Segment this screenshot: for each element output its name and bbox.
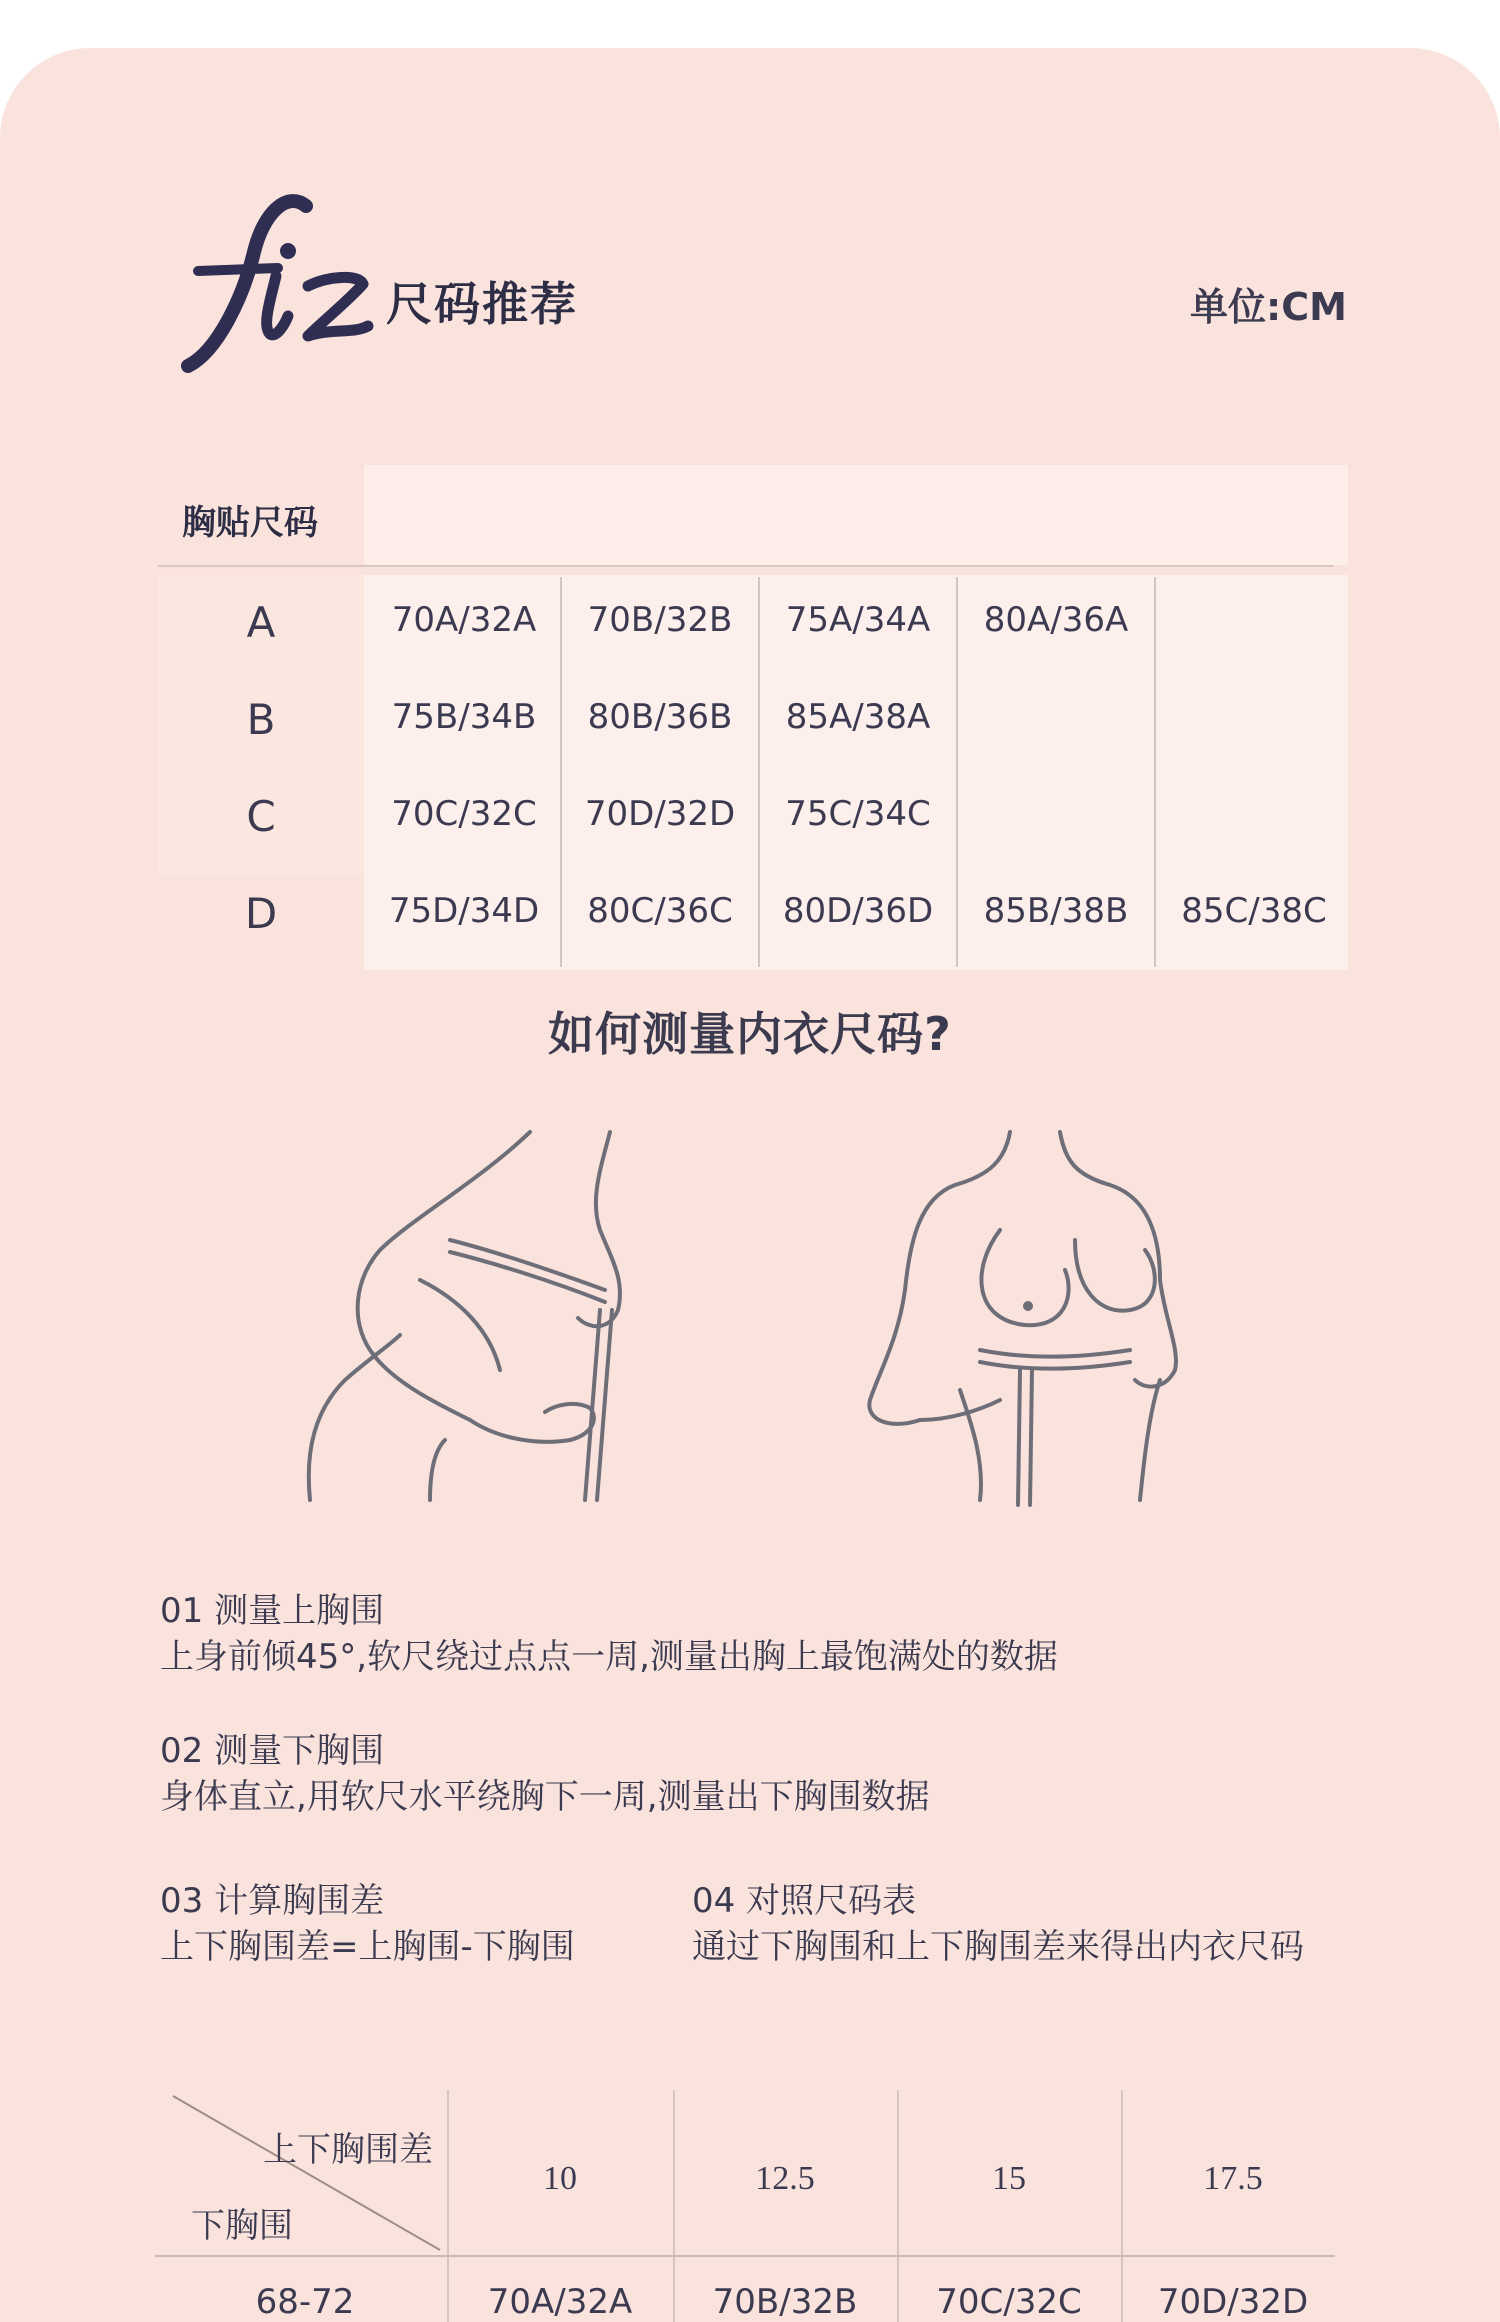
size-cell: 75D/34D [388,891,540,931]
size-cell: 70D/32D [1157,2282,1309,2322]
size-cell: 85B/38B [983,891,1129,931]
step-title: 02 测量下胸围 [160,1731,385,1771]
size-cell: 85A/38A [785,697,931,737]
size-table [158,465,1348,970]
header-bust-difference: 上下胸围差 [263,2130,433,2170]
header-underbust: 下胸围 [191,2206,293,2246]
divider [158,565,1334,567]
step-description: 上身前倾45°,软尺绕过点点一周,测量出胸上最饱满处的数据 [160,1637,1058,1677]
bust-difference-table [155,2090,1345,2322]
content-card [0,48,1500,2322]
column-header: 10 [543,2160,577,2197]
size-table-header-band [364,465,1348,565]
upper-bust-measure-illustration [300,1120,630,1510]
size-cell: 70C/32C [936,2282,1082,2322]
size-cell: 75A/34A [785,600,931,640]
size-cell: 80A/36A [983,600,1129,640]
size-cell: 80B/36B [587,697,733,737]
fiz-logo [158,176,378,376]
measure-step-4 [692,1878,1304,1970]
size-cell: 70A/32A [487,2282,633,2322]
row-label: 68-72 [255,2282,355,2322]
measure-step-1 [160,1588,1058,1680]
step-title: 04 对照尺码表 [692,1881,917,1921]
size-cell: 80D/36D [782,891,934,931]
step-description: 通过下胸围和上下胸围差来得出内衣尺码 [692,1927,1304,1967]
size-cell: 85C/38C [1181,891,1327,931]
step-description: 上下胸围差=上胸围-下胸围 [160,1927,575,1967]
underbust-measure-illustration [860,1120,1200,1510]
size-table-header-label: 胸贴尺码 [182,503,318,543]
column-header: 15 [992,2160,1026,2197]
unit-label: 单位:CM [1190,285,1347,329]
measure-step-3 [160,1878,575,1970]
size-cell: 70C/32C [391,794,537,834]
size-cell: 70A/32A [391,600,537,640]
size-cell: 70D/32D [584,794,736,834]
column-divider [447,2090,449,2322]
step-title: 03 计算胸围差 [160,1881,385,1921]
size-cell: 70B/32B [587,600,733,640]
divider [155,2255,1335,2257]
row-label-c: C [246,792,276,841]
column-header: 12.5 [755,2160,815,2197]
size-cell: 75B/34B [391,697,537,737]
size-cell: 80C/36C [587,891,733,931]
page-title: 尺码推荐 [386,277,578,331]
measure-step-2 [160,1728,930,1820]
row-label-a: A [246,598,276,647]
step-description: 身体直立,用软尺水平绕胸下一周,测量出下胸围数据 [160,1777,930,1817]
row-label-b: B [246,695,276,744]
step-title: 01 测量上胸围 [160,1591,385,1631]
measure-section-title: 如何测量内衣尺码? [548,1007,952,1061]
row-label-d: D [244,889,278,938]
size-cell: 70B/32B [712,2282,858,2322]
size-cell: 75C/34C [785,794,931,834]
column-header: 17.5 [1203,2160,1263,2197]
